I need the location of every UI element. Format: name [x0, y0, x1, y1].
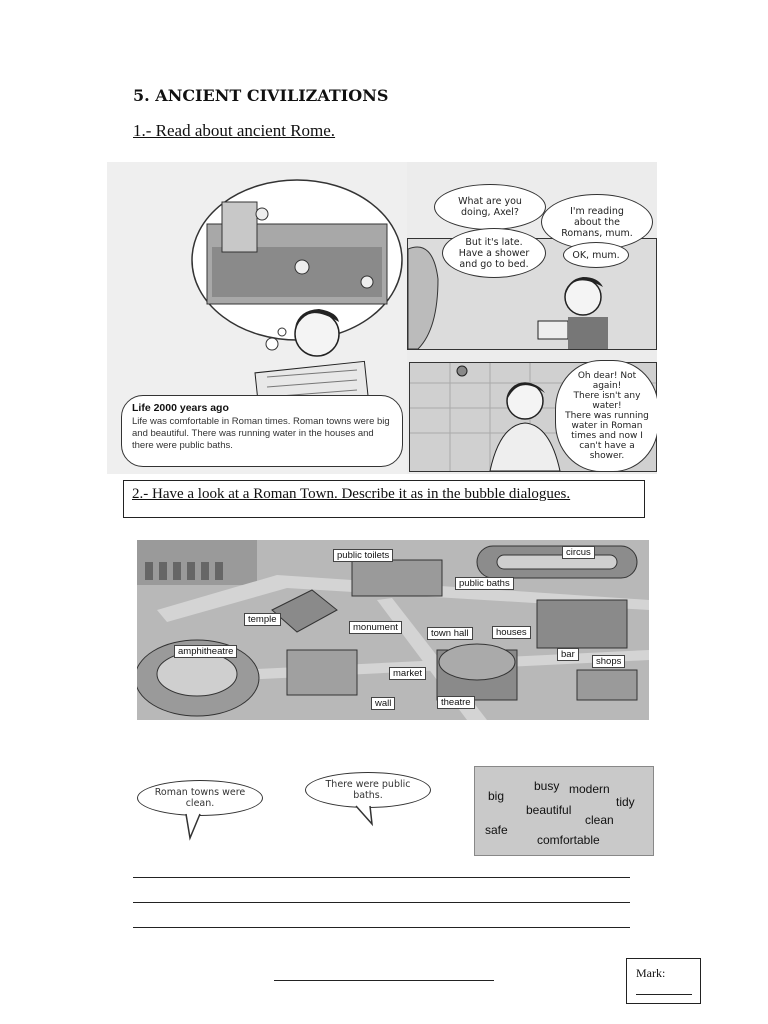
- mark-box: [626, 958, 701, 1004]
- task2-box: [123, 480, 645, 518]
- town-label-public-toilets: public toilets: [333, 549, 393, 562]
- word-modern: modern: [569, 782, 610, 796]
- example-bubble-clean: Roman towns were clean.: [137, 780, 263, 816]
- word-big: big: [488, 789, 505, 803]
- speech-bubble-mum-instruction: But it's late. Have a shower and go to bed.: [442, 228, 546, 278]
- speech-bubble-boy-reading: I'm reading about the Romans, mum.: [541, 194, 653, 250]
- mark-label: Mark:: [636, 966, 666, 980]
- town-label-shops: shops: [592, 655, 625, 668]
- town-label-houses: houses: [492, 626, 531, 639]
- word-comfortable: comfortable: [537, 833, 600, 847]
- task2-heading: 2.- Have a look at a Roman Town. Describe it as in the bubble dialogues.: [132, 486, 571, 502]
- word-beautiful: beautiful: [526, 803, 572, 817]
- mark-line[interactable]: [636, 994, 692, 995]
- page-title: 5. ANCIENT CIVILIZATIONS: [133, 86, 389, 105]
- comic-panel-left: [107, 162, 407, 474]
- speech-bubble-boy-ok: OK, mum.: [563, 242, 629, 268]
- town-label-theatre: theatre: [437, 696, 475, 709]
- word-busy: busy: [534, 779, 560, 793]
- town-label-wall: wall: [371, 697, 395, 710]
- town-label-monument: monument: [349, 621, 402, 634]
- adjective-word-box: [474, 766, 654, 856]
- town-label-town-hall: town hall: [427, 627, 473, 640]
- town-label-amphitheatre: amphitheatre: [174, 645, 237, 658]
- narration-title: Life 2000 years ago: [132, 402, 229, 414]
- town-label-public-baths: public baths: [455, 577, 514, 590]
- speech-bubble-mum-question: What are you doing, Axel?: [434, 184, 546, 230]
- roman-town-map: [137, 540, 649, 720]
- narration-text: Life was comfortable in Roman times. Roman towns were big and beautiful. There was running water in the houses and there were public baths.: [132, 416, 390, 451]
- narration-box: [121, 395, 403, 467]
- answer-line[interactable]: [133, 902, 630, 903]
- signature-line: [274, 980, 494, 981]
- town-label-temple: temple: [244, 613, 281, 626]
- word-clean: clean: [585, 813, 614, 827]
- bubble-tail-1: [180, 812, 210, 842]
- town-label-market: market: [389, 667, 426, 680]
- comic-strip: [107, 162, 657, 474]
- word-safe: safe: [485, 823, 508, 837]
- town-label-bar: bar: [557, 648, 579, 661]
- task1-heading: 1.- Read about ancient Rome.: [133, 121, 336, 140]
- example-bubble-baths: There were public baths.: [305, 772, 431, 808]
- answer-line[interactable]: [133, 877, 630, 878]
- answer-line[interactable]: [133, 927, 630, 928]
- speech-bubble-shower: Oh dear! Not again! There isn't any water! There was running water in Roman times and now I can't have a shower.: [555, 360, 657, 472]
- bubble-tail-2: [352, 804, 382, 828]
- town-label-circus: circus: [562, 546, 595, 559]
- word-tidy: tidy: [616, 795, 635, 809]
